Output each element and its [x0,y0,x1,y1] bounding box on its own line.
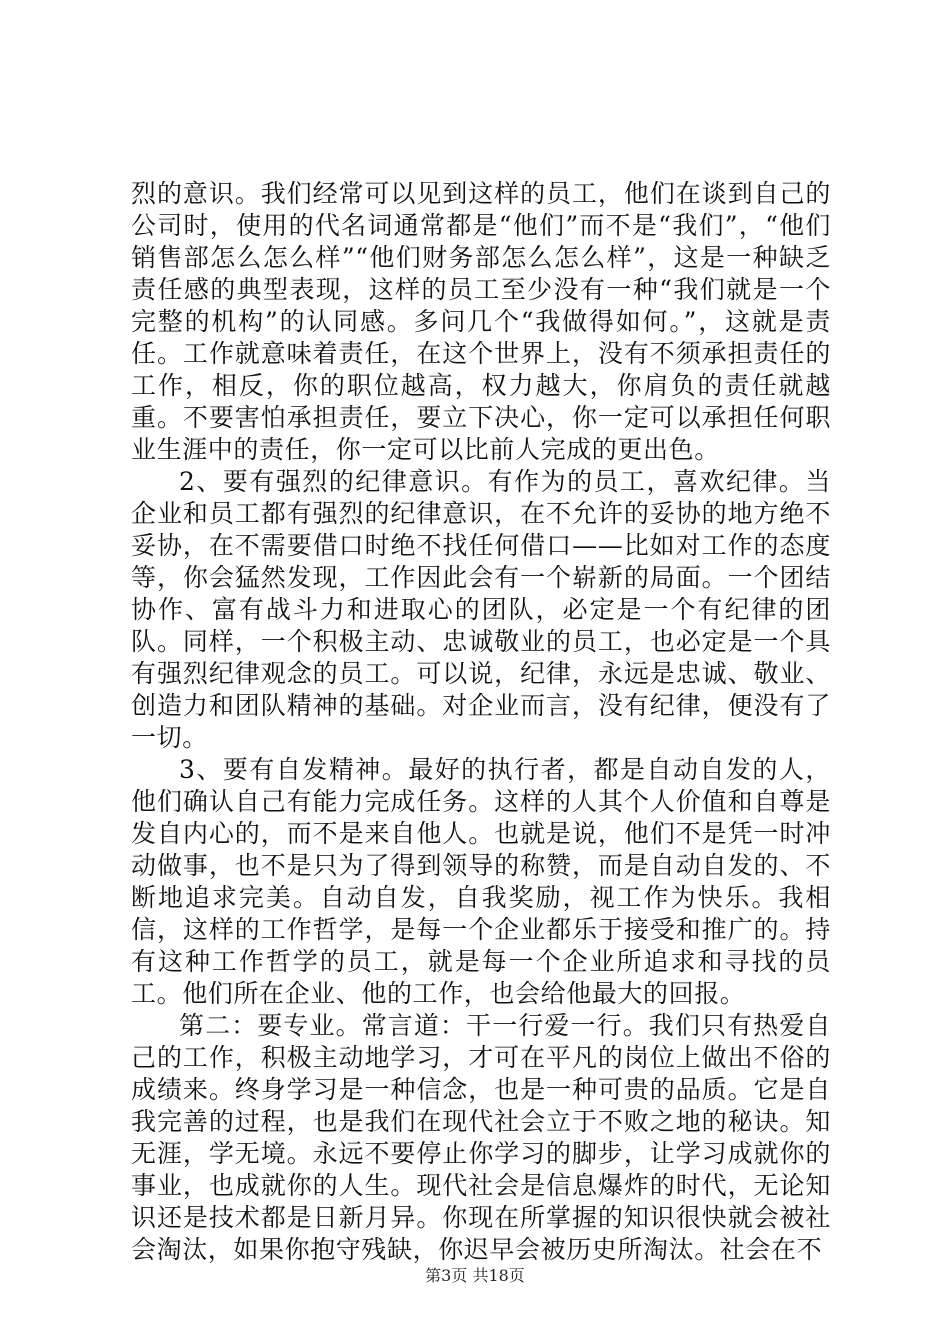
paragraph-responsibility: 烈的意识。我们经常可以见到这样的员工，他们在谈到自己的公司时，使用的代名词通常都是“他们”而不是“我们”，“他们销售部怎么怎么样”“他们财务部怎么怎么样”，这是一种缺乏责任感的典型表现，这样的员工至少没有一种“我们就是一个完整的机构”的认同感。多问几个“我做得如何。”，这就是责任。工作就意味着责任，在这个世界上，没有不须承担责任的工作，相反，你的职位越高，权力越大，你肩负的责任就越重。不要害怕承担责任，要立下决心，你一定可以承担任何职业生涯中的责任，你一定可以比前人完成的更出色。 [131,179,831,464]
paragraph-discipline: 2、要有强烈的纪律意识。有作为的员工，喜欢纪律。当企业和员工都有强烈的纪律意识，在不允许的妥协的地方绝不妥协，在不需要借口时绝不找任何借口——比如对工作的态度等，你会猛然发现，工作因此会有一个崭新的局面。一个团结协作、富有战斗力和进取心的团队，必定是一个有纪律的团队。同样，一个积极主动、忠诚敬业的员工，也必定是一个具有强烈纪律观念的员工。可以说，纪律，永远是忠诚、敬业、创造力和团队精神的基础。对企业而言，没有纪律，便没有了一切。 [131,467,831,752]
page-footer: 第3页 共18页 [425,1266,525,1285]
document-body [131,178,831,1266]
paragraph-professional: 第二：要专业。常言道：干一行爱一行。我们只有热爱自己的工作，积极主动地学习，才可在平凡的岗位上做出不俗的成绩来。终身学习是一种信念，也是一种可贵的品质。它是自我完善的过程，也是我们在现代社会立于不败之地的秘诀。知无涯，学无境。永远不要停止你学习的脚步，让学习成就你的事业，也成就你的人生。现代社会是信息爆炸的时代，无论知识还是技术都是日新月异。你现在所掌握的知识很快就会被社会淘汰，如果你抱守残缺，你迟早会被历史所淘汰。社会在不 [131,1011,831,1264]
paragraph-initiative: 3、要有自发精神。最好的执行者，都是自动自发的人，他们确认自己有能力完成任务。这样的人其个人价值和自尊是发自内心的，而不是来自他人。也就是说，他们不是凭一时冲动做事，也不是只为了得到领导的称赞，而是自动自发的、不断地追求完美。自动自发，自我奖励，视工作为快乐。我相信，这样的工作哲学，是每一个企业都乐于接受和推广的。持有这种工作哲学的员工，就是每一个企业所追求和寻找的员工。他们所在企业、他的工作，也会给他最大的回报。 [131,755,831,1008]
